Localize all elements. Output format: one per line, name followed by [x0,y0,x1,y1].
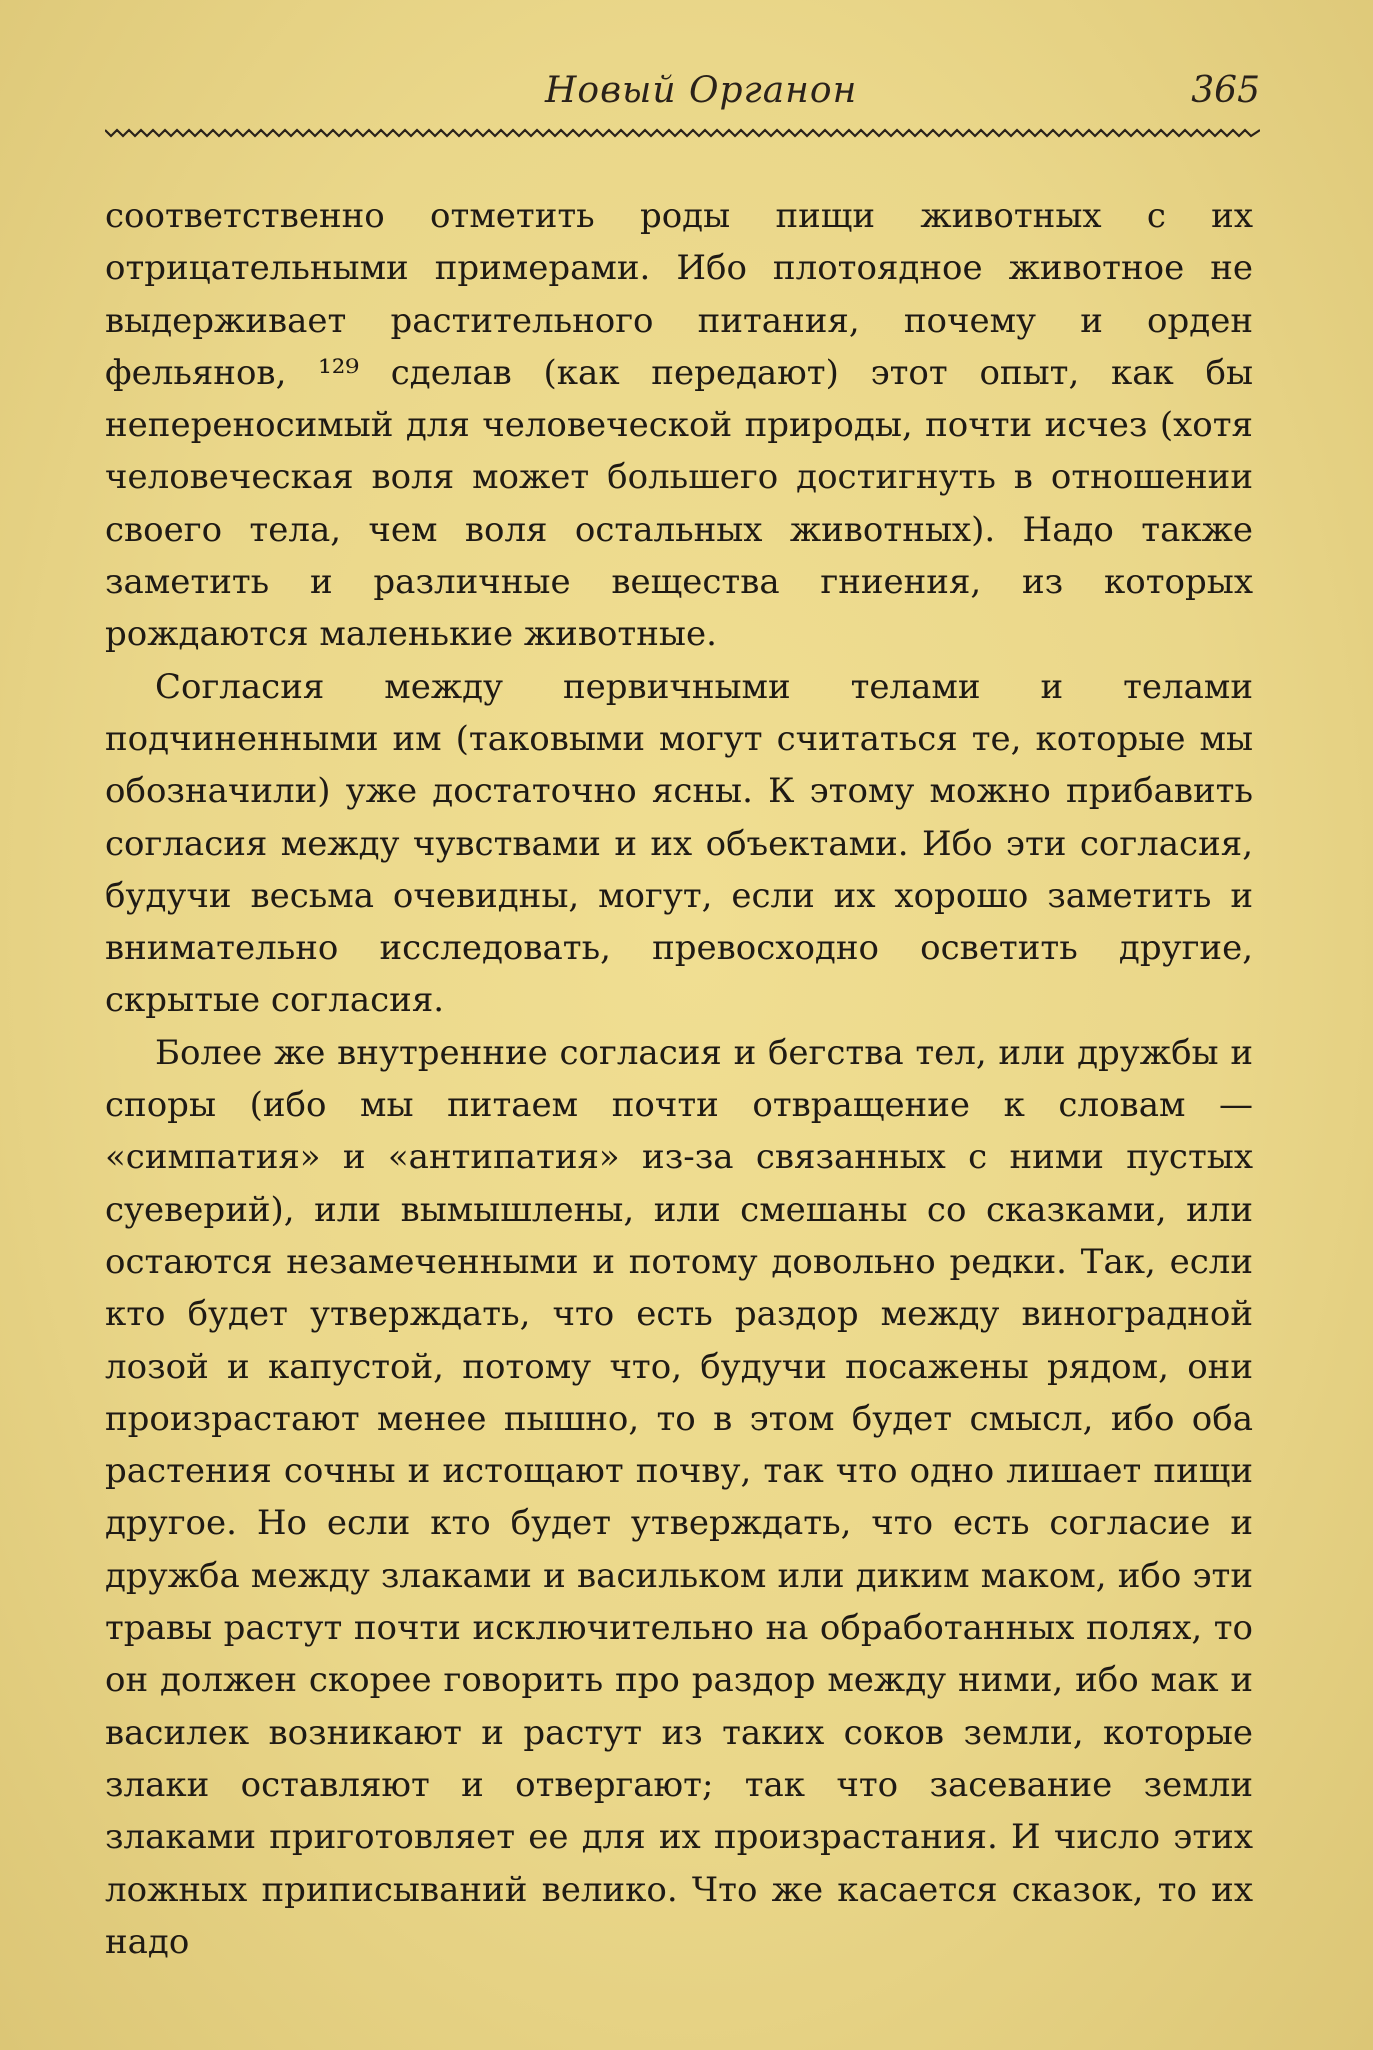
paragraph-3: Более же внутренние согласия и бегства тел, или дружбы и споры (ибо мы питаем почти отвращение к словам — «симпатия» и «антипатия» из-за связанных с ними пустых суеверий), или вымышлены, или смешаны со сказками, или остаются незамеченными и потому довольно редки. Так, если кто будет утверждать, что есть раздор между виноградной лозой и капустой, потому что, будучи посажены рядом, они произрастают менее пышно, то в этом будет смысл, ибо оба растения сочны и истощают почву, так что одно лишает пищи другое. Но если кто будет утверждать, что есть согласие и дружба между злаками и васильком или диким маком, ибо эти травы растут почти исключительно на обработанных полях, то он должен скорее говорить про раздор между ними, ибо мак и василек возникают и растут из таких соков земли, которые злаки оставляют и отвергают; так что засевание земли злаками приготовляет ее для их произрастания. И число этих ложных приписываний велико. Что же касается сказок, то их надо [105,1032,1253,1962]
page-number: 365 [1191,70,1260,111]
body-text [105,190,1253,1968]
page-header [105,70,1260,130]
decorative-rule [105,128,1260,138]
paragraph-2: Согласия между первичными телами и телами подчиненными им (таковыми могут считаться те, которые мы обозначили) уже достаточно ясны. К этому можно прибавить согласия между чувствами и их объектами. Ибо эти согласия, будучи весьма очевидны, могут, если их хорошо заметить и внимательно исследовать, превосходно осветить другие, скрытые согласия. [105,666,1253,1021]
running-title: Новый Органон [545,70,858,111]
paragraph-1: соответственно отметить роды пищи животных с их отрицательными примерами. Ибо плотоядное животное не выдерживает растительного питания, почему и орден фельянов, ¹²⁹ сделав (как передают) этот опыт, как бы непереносимый для человеческой природы, почти исчез (хотя человеческая воля может большего достигнуть в отношении своего тела, чем воля остальных животных). Надо также заметить и различные вещества гниения, из которых рождаются маленькие животные. [105,196,1253,655]
